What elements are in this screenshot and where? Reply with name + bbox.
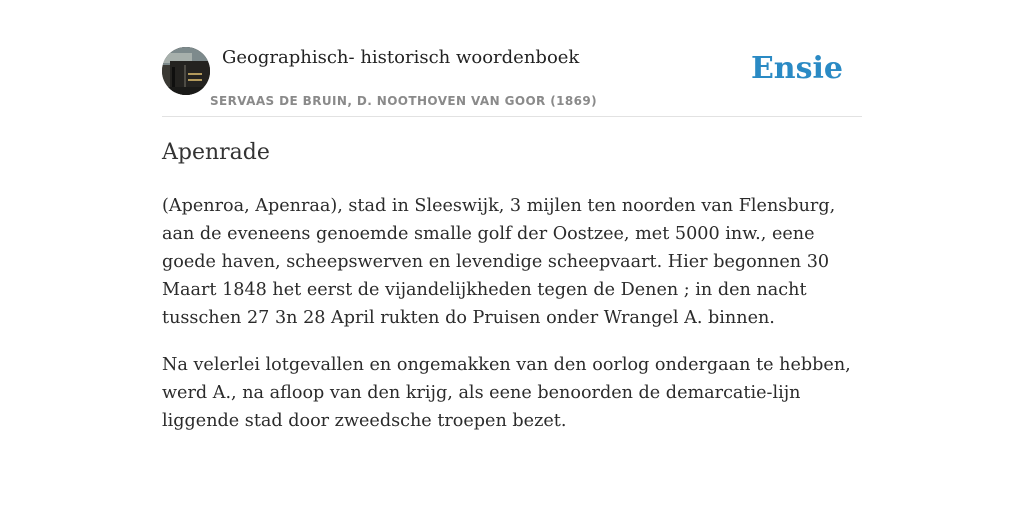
- entry-body: [162, 192, 862, 454]
- book-header: [162, 38, 862, 117]
- entry-paragraph: Na velerlei lotgevallen en ongemakken van den oorlog ondergaan te hebben, werd A., na afloop van den krijg, als eene benoorden de demarcatie-lijn liggende stad door zweedsche troepen bezet.: [162, 355, 851, 431]
- book-authors: SERVAAS DE BRUIN, D. NOOTHOVEN VAN GOOR (1869): [210, 94, 598, 108]
- book-cover-icon[interactable]: [162, 47, 210, 95]
- entry-title: Apenrade: [162, 140, 270, 165]
- entry-paragraph: (Apenroa, Apenraa), stad in Sleeswijk, 3 mijlen ten noorden van Flensburg, aan de eveneens genoemde smalle golf der Oostzee, met 5000 inw., eene goede haven, scheepswerven en levendige scheepvaart. Hier begonnen 30 Maart 1848 het eerst de vijandelijkheden tegen de Denen ; in den nacht tusschen 27 3n 28 April rukten do Pruisen onder Wrangel A. binnen.: [162, 196, 836, 328]
- book-title[interactable]: Geographisch- historisch woordenboek: [222, 47, 580, 68]
- ensie-logo-link[interactable]: Ensie: [750, 51, 843, 86]
